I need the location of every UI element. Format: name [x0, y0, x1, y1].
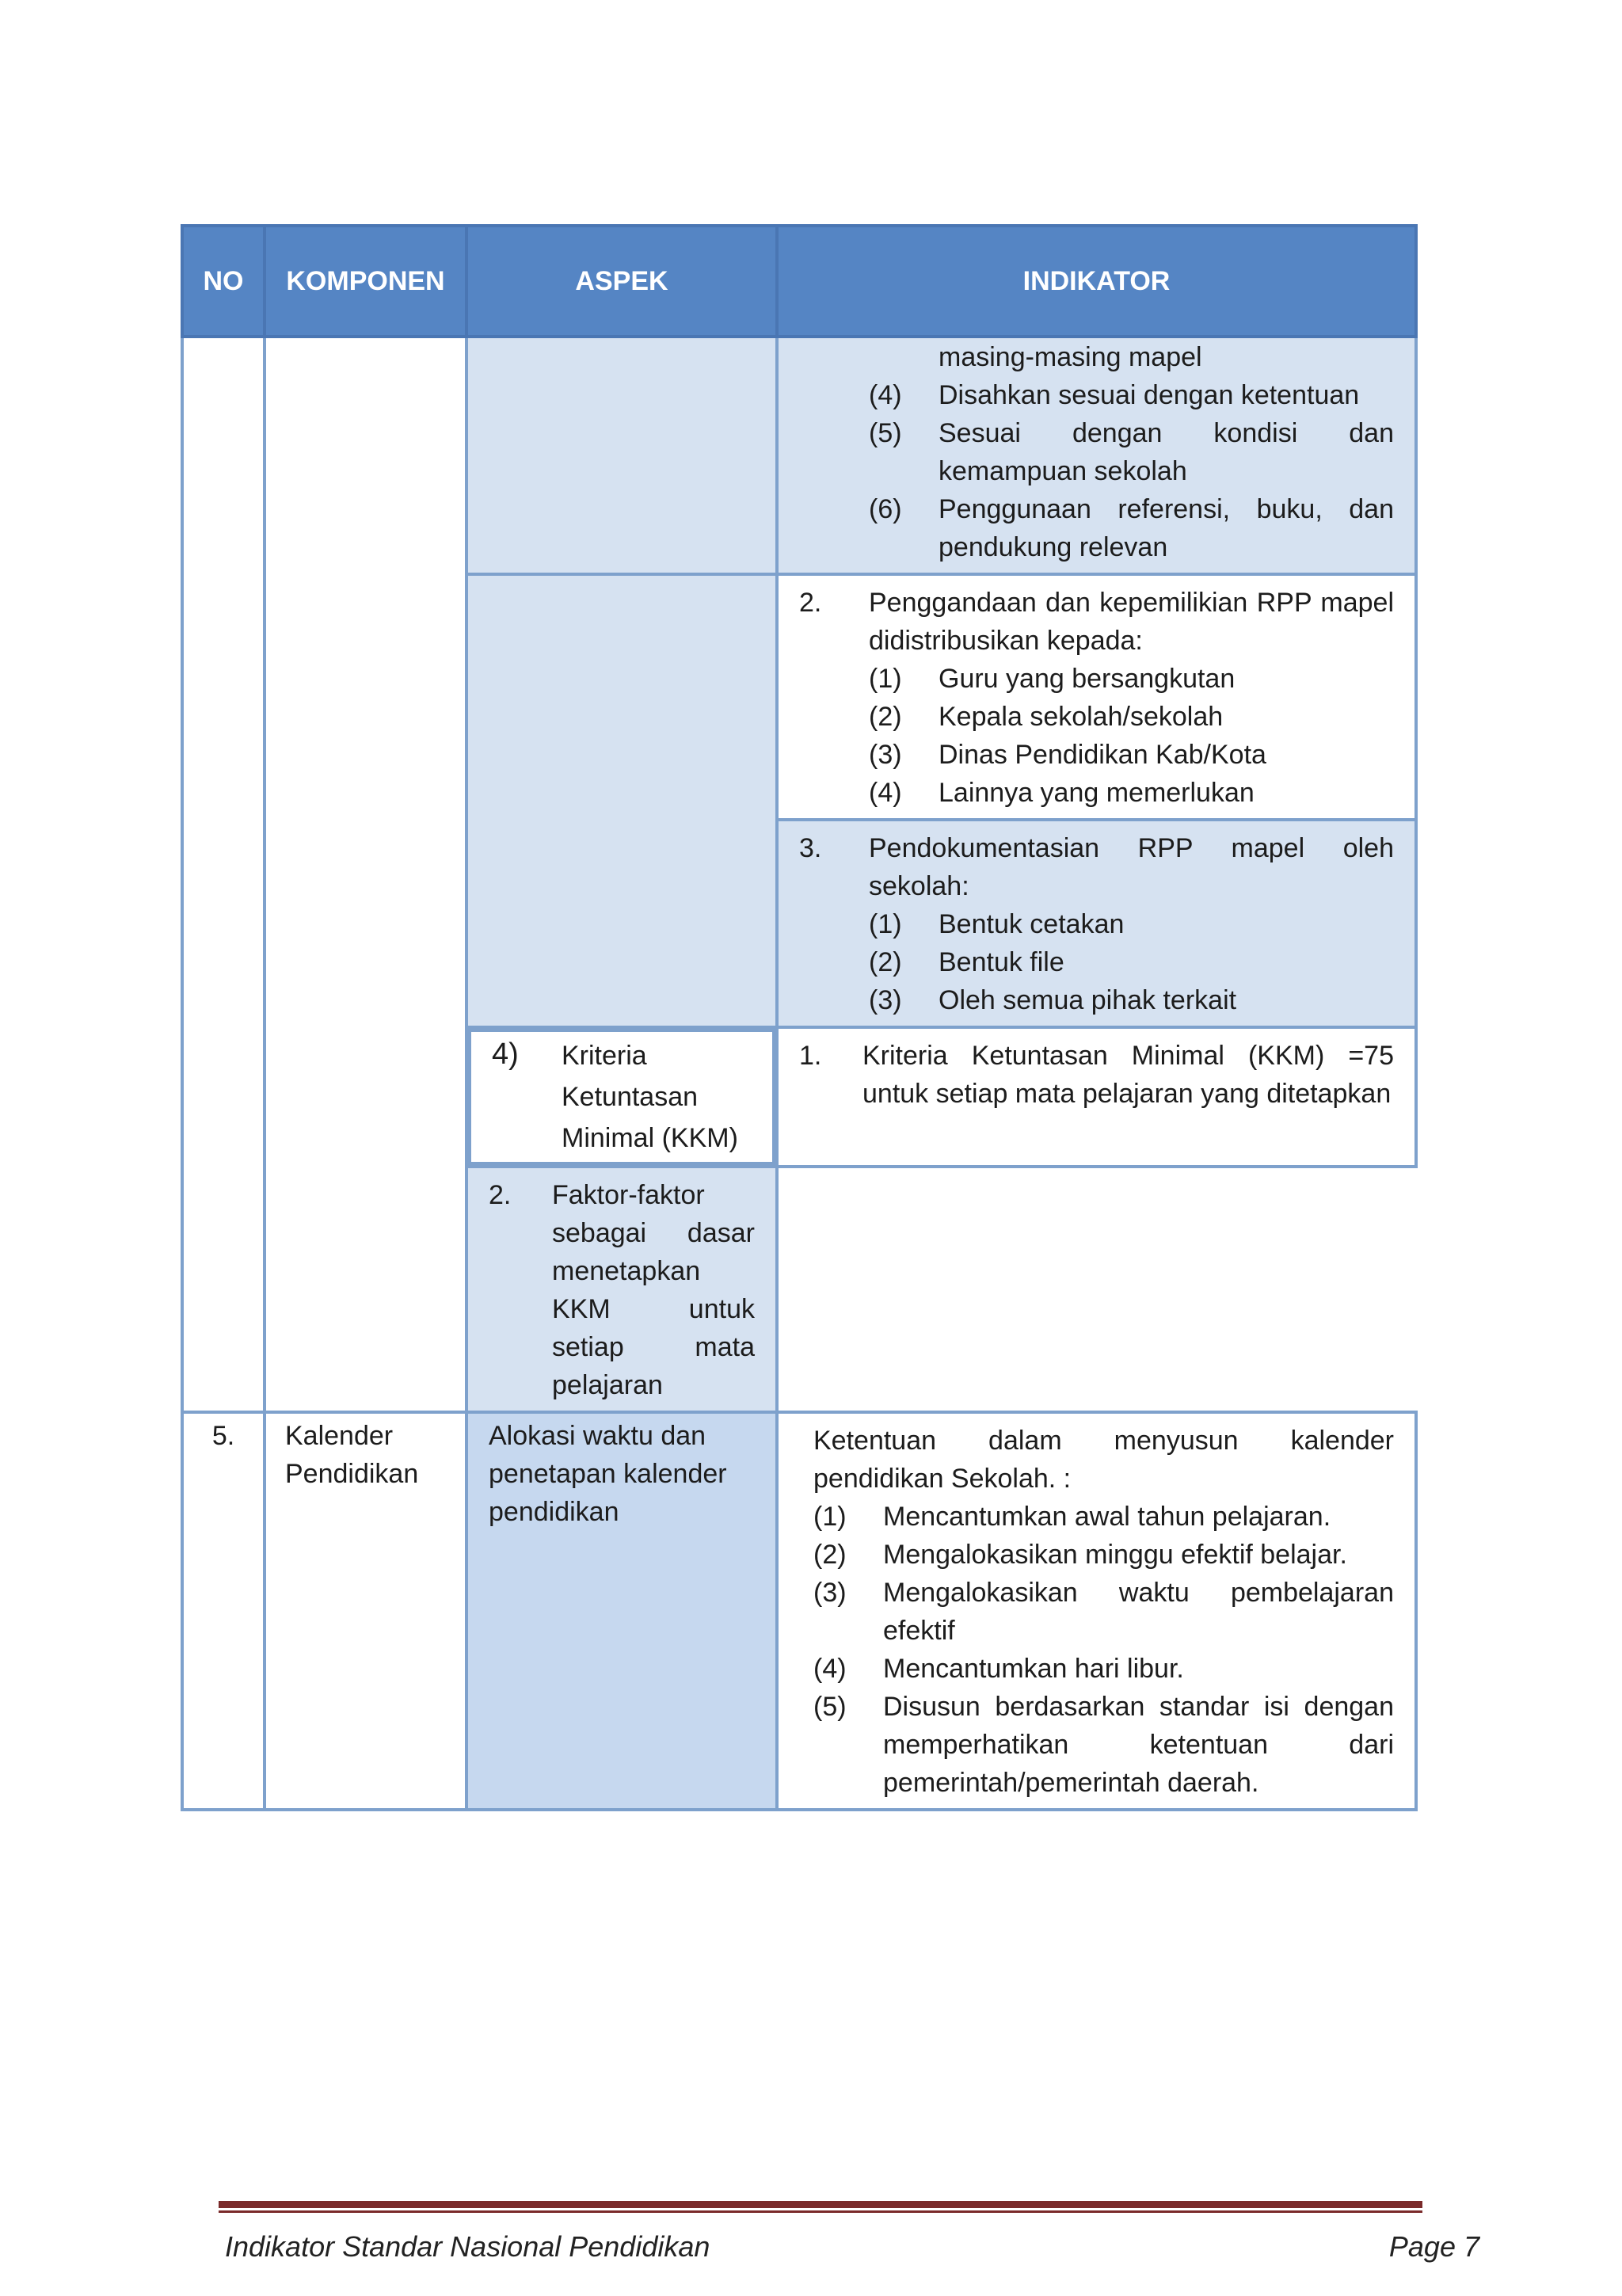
indicator-block-a: [777, 337, 1416, 574]
list-item: (2) Kepala sekolah/sekolah: [869, 702, 1224, 732]
indicator-block-c: 3. Pendokumentasian RPP mapel oleh sekolah: (1) Bentuk cetakan (2) Bentuk file (3) Oleh semua pihak terkait: [777, 820, 1416, 1027]
row5-intro: Ketentuan dalam menyusun kalender pendidikan Sekolah. :: [813, 1426, 1394, 1494]
indicator-table: [181, 224, 1418, 1811]
komponen-cell-empty: [265, 337, 466, 1412]
indicator-block-b: 2. Penggandaan dan kepemilikian RPP mapel didistribusikan kepada: (1) Guru yang bersangkutan (2) Kepala sekolah/sekolah (3) Dinas Pendidikan Kab/Kota (4) Lainnya yang memerlukan: [777, 574, 1416, 820]
row5-aspek: Alokasi waktu dan penetapan kalender pendidikan: [466, 1412, 777, 1810]
page-number: Page 7: [1388, 2230, 1479, 2263]
footer-rule-thin: [219, 2210, 1422, 2213]
table-row: [182, 1412, 1416, 1810]
header-aspek: ASPEK: [466, 226, 777, 337]
list-item: (3) Oleh semua pihak terkait: [869, 985, 1237, 1015]
list-item: (4) Disahkan sesuai dengan ketentuan: [869, 380, 1360, 410]
row5-komponen: Kalender Pendidikan: [265, 1412, 466, 1810]
list-item: (5) Disusun berdasarkan standar isi dengan memperhatikan ketentuan dari pemerintah/pemerintah daerah.: [813, 1692, 1394, 1798]
row5-no: 5.: [182, 1412, 265, 1810]
list-item: (3) Mengalokasikan waktu pembelajaran efektif: [813, 1578, 1394, 1646]
header-komponen: KOMPONEN: [265, 226, 466, 337]
list-item: (6) Penggunaan referensi, buku, dan pendukung relevan: [869, 494, 1394, 562]
aspek-cell-empty: [466, 574, 777, 1027]
no-cell-empty: [182, 337, 265, 1412]
aspek-cell-empty: [466, 337, 777, 574]
list-item: (1) Guru yang bersangkutan: [869, 664, 1236, 694]
list-item: (2) Mengalokasikan minggu efektif belajar.: [813, 1540, 1347, 1570]
list-item: (1) Mencantumkan awal tahun pelajaran.: [813, 1502, 1331, 1532]
footer-rule: [219, 2201, 1422, 2208]
list-item: (4) Lainnya yang memerlukan: [869, 778, 1255, 808]
table-header-row: [182, 226, 1416, 337]
list-item: (3) Dinas Pendidikan Kab/Kota: [869, 740, 1266, 770]
table-row: [182, 337, 1416, 574]
indicator-block-d: 1. Kriteria Ketuntasan Minimal (KKM) =75 untuk setiap mata pelajaran yang ditetapkan: [777, 1027, 1416, 1167]
header-indikator: INDIKATOR: [777, 226, 1416, 337]
list-item: (1) Bentuk cetakan: [869, 909, 1125, 939]
row5-indikator: [777, 1412, 1416, 1810]
list-item: (2) Bentuk file: [869, 947, 1064, 977]
aspek-kkm: 4) Kriteria Ketuntasan Minimal (KKM): [468, 1029, 775, 1165]
footer-title: Indikator Standar Nasional Pendidikan: [225, 2230, 710, 2263]
indicator-block-e: 2. Faktor-faktor sebagai dasar menetapkan KKM untuk setiap mata pelajaran: [466, 1167, 777, 1412]
list-item: (5) Sesuai dengan kondisi dan kemampuan sekolah: [869, 418, 1394, 486]
continued-line: masing-masing mapel: [939, 342, 1202, 372]
list-item: (4) Mencantumkan hari libur.: [813, 1654, 1184, 1684]
header-no: NO: [182, 226, 265, 337]
